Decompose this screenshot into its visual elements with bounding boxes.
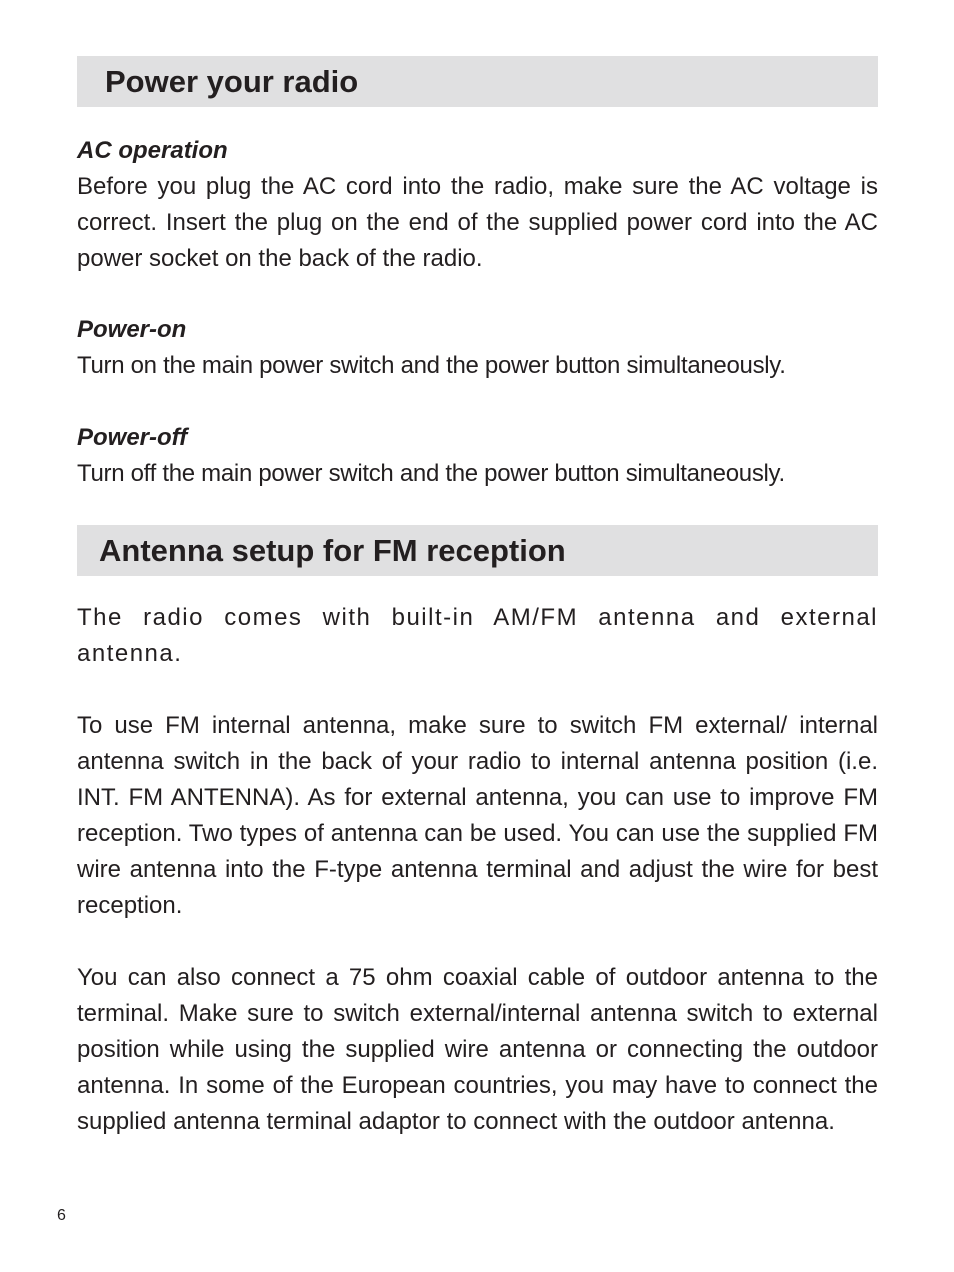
paragraph-ac-operation: Before you plug the AC cord into the radio, make sure the AC voltage is correct. Insert the plug on the end of the supplied power cord into the AC power socket on the back of the radio. [77,173,878,272]
paragraph-power-on: Turn on the main power switch and the power button simultaneously. [77,352,786,379]
page-number: 6 [57,1207,66,1224]
paragraph-internal-antenna: To use FM internal antenna, make sure to switch FM external/ internal antenna switch in the back of your radio to internal antenna position (i.e. INT. FM ANTENNA). As for external antenna, you can use to improve FM reception. Two types of antenna can be used. You can use the supplied FM wire antenna into the F-type antenna terminal and adjust the wire for best reception. [77,712,878,919]
section-title-antenna: Antenna setup for FM reception [99,532,566,568]
paragraph-power-off: Turn off the main power switch and the power button simultaneously. [77,460,785,487]
section-header-power [77,56,878,107]
section-header-antenna [77,525,878,576]
subheading-ac-operation: AC operation [77,137,228,164]
subheading-power-on: Power-on [77,316,187,343]
subheading-power-off: Power-off [77,424,188,451]
paragraph-outdoor-antenna: You can also connect a 75 ohm coaxial cable of outdoor antenna to the terminal. Make sure to switch external/internal antenna switch to external position while using the supplied wire antenna or connecting the outdoor antenna. In some of the European countries, you may have to connect the supplied antenna terminal adaptor to connect with the outdoor antenna. [77,964,878,1135]
section-title-power: Power your radio [105,63,359,99]
manual-page [77,56,878,1140]
paragraph-antenna-intro: The radio comes with built-in AM/FM antenna and external antenna. [77,604,878,667]
